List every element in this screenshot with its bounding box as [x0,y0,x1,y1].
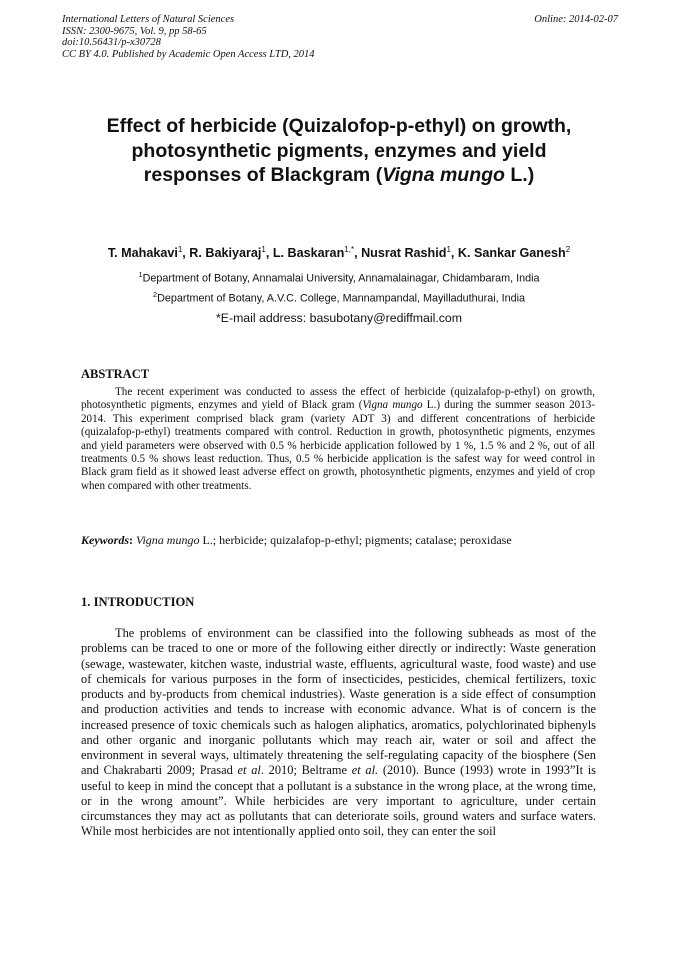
abstract-pre: The recent experiment was conducted to assess the effect of herbicide (quizalafop-p-ethyl) on growth, photosynthetic pigments, enzymes and yield of Black gram ( [81,386,595,412]
abstract-text [81,386,595,493]
keywords-species: Vigna mungo [133,533,200,547]
title-line-3 [70,163,608,188]
author-name: L. Baskaran [272,246,345,261]
author-affil-mark: 2 [565,245,571,254]
author-affil-mark: 1 [446,245,451,254]
paper-title [70,114,608,188]
title-line-3-pre: responses of Blackgram ( [143,164,383,186]
abstract-heading: ABSTRACT [81,367,150,381]
title-line-2: photosynthetic pigments, enzymes and yield [131,139,547,162]
author-affil-mark: 1,* [344,245,355,254]
keywords-list: L.; herbicide; quizalafop-p-ethyl; pigments; catalase; peroxidase [199,533,512,547]
intro-text-1: The problems of environment can be classified into the following subheads as most of the problems can be traced to one or more of the following either directly or indirectly: Waste generation (sewage, wastewater, kitchen waste, industrial waste, effluents, agricultural waste, food waste) and use of chemicals for various purposes in the form of insecticides, pesticides, chemical fertilizers, toxic products and by-products from chemical industries). Waste generation is a side effect of consumption and production activities and tends to increase with economic advance. What is of concern is the increased presence of toxic chemicals such as halogen aliphatics, aromatics, polychlorinated biphenyls and other organic and inorganic pollutants which may reach air, water or soil and affect the environment in several ways, ultimately threatening the self-regulating capacity of the biosphere (Sen and Chakrabarti 2009; Prasad [81,626,596,778]
section-heading-introduction: 1. INTRODUCTION [81,595,195,609]
affiliation-1 [60,270,618,285]
issn-line: ISSN: 2300-9675, Vol. 9, pp 58-65 [62,25,207,37]
abstract-species: Vigna mungo [362,399,423,412]
author-name: R. Bakiyaraj [189,246,262,261]
journal-name: International Letters of Natural Sciences [62,14,235,25]
corresponding-email: *E-mail address: basubotany@rediffmail.com [215,311,462,325]
keywords [81,533,595,548]
abstract-post: L.) during the summer season 2013-2014. This experiment comprised black gram (variety ADT 3) and different concentrations of herbicide (quizalafop-p-ethyl) treatments compared with control. Reduction in growth, photosynthetic pigments, enzymes and yield parameters were observed with 0.5 % herbicide application followed by 1 %, 1.5 % and 2 %, out of all treatments 0.5 % shows least reduction. Thus, 0.5 % herbicide application is the safest way for weed control in Black gram field as it showed least adverse effect on growth, photosynthetic pigments, enzymes and yield of crop when compared with other treatments. [81,399,596,492]
doi-line: doi:10.56431/p-x30728 [62,37,161,48]
running-header [62,14,618,60]
online-date: Online: 2014-02-07 [534,14,618,25]
affil-text: Department of Botany, Annamalai University, Annamalainagar, Chidambaram, India [142,272,540,285]
intro-etal-1: et al [237,763,261,778]
author-name: Nusrat Rashid [361,246,447,261]
author-affil-mark: 1 [261,245,266,254]
title-line-1: Effect of herbicide (Quizalofop-p-ethyl) on growth, [106,115,572,137]
affil-mark: 2 [152,290,158,299]
author-affil-mark: 1 [177,245,183,254]
species-name: Vigna mungo [382,164,505,186]
affil-mark: 1 [138,270,143,279]
title-line-3-post: L.) [504,164,535,186]
author-list: T. Mahakavi$^1$, R. Bakiyaraj$^1$, L. Baskaran$^{1,*}$, Nusrat Rashid$^1$, K. Sankar Ganesh$^2$ [107,245,571,261]
author-name: T. Mahakavi [107,246,178,261]
introduction-paragraph [81,626,596,840]
intro-etal-2: et al. [351,763,379,778]
license-line: CC BY 4.0. Published by Academic Open Access LTD, 2014 [62,48,315,60]
affiliation-2 [60,290,618,305]
keywords-colon: : [129,533,133,547]
intro-text-3: (2010). Bunce (1993) wrote in 1993”It is useful to keep in mind the concept that a pollutant is a substance in the wrong place, at the wrong time, or in the wrong amount”. While herbicides are very important to agriculture, under certain circumstances they may act as pollutants that can deteriorate soils, ground waters and surface waters. While most herbicides are not intentionally applied onto soil, they can enter the soil [81,763,596,839]
intro-text-2: . 2010; Beltrame [260,763,352,778]
keywords-label: Keywords [81,533,129,547]
author-name: K. Sankar Ganesh [457,246,566,261]
affil-text: Department of Botany, A.V.C. College, Mannampandal, Mayilladuthurai, India [157,292,526,305]
